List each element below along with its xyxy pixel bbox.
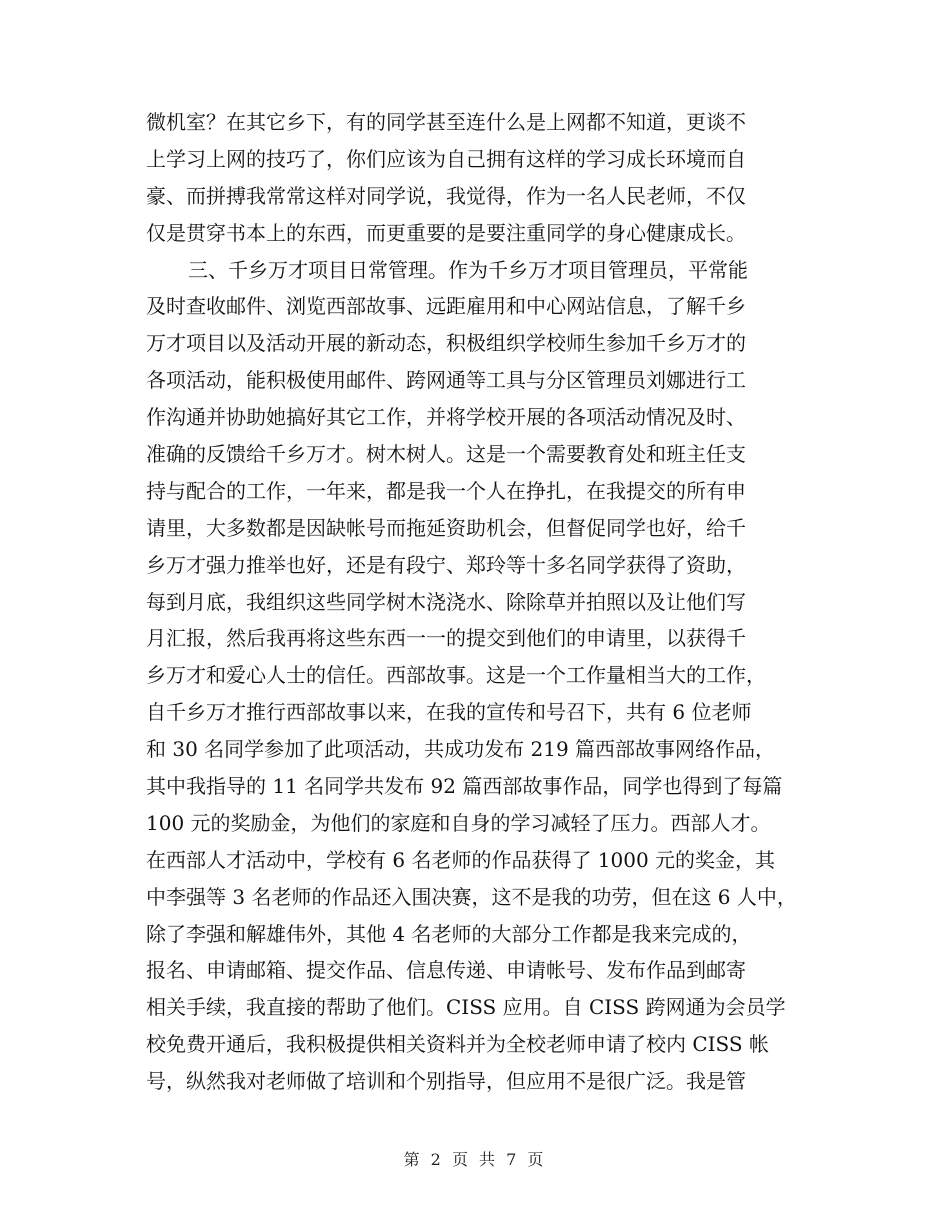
text-line: 作沟通并协助她搞好其它工作，并将学校开展的各项活动情况及时、 [146, 405, 746, 430]
text-line: 万才项目以及活动开展的新动态，积极组织学校师生参加千乡万才的 [146, 331, 746, 356]
text-line: 持与配合的工作，一年来，都是我一个人在挣扎，在我提交的所有申 [146, 478, 746, 503]
text-line: 准确的反馈给千乡万才。树木树人。这是一个需要教育处和班主任支 [146, 442, 746, 467]
text-line: 100 元的奖励金，为他们的家庭和自身的学习减轻了压力。西部人才。 [146, 810, 771, 835]
text-line: 除了李强和解雄伟外，其他 4 名老师的大部分工作都是我来完成的， [146, 921, 752, 946]
text-line: 月汇报，然后我再将这些东西一一的提交到他们的申请里，以获得千 [146, 626, 746, 651]
text-line: 中李强等 3 名老师的作品还入围决赛，这不是我的功劳，但在这 6 人中， [146, 884, 797, 909]
text-line: 豪、而拼搏我常常这样对同学说，我觉得，作为一名人民老师，不仅 [146, 183, 746, 208]
text-line: 其中我指导的 11 名同学共发布 92 篇西部故事作品，同学也得到了每篇 [146, 774, 783, 799]
document-body [146, 104, 836, 1100]
text-line: 乡万才强力推举也好，还是有段宁、郑玲等十多名同学获得了资助， [146, 552, 746, 577]
text-line: 请里，大多数都是因缺帐号而拖延资助机会，但督促同学也好，给千 [146, 515, 746, 540]
paragraph-start-line: 三、千乡万才项目日常管理。作为千乡万才项目管理员，平常能 [188, 257, 748, 282]
text-line: 校免费开通后，我积极提供相关资料并为全校老师申请了校内 CISS 帐 [146, 1032, 769, 1057]
text-line: 乡万才和爱心人士的信任。西部故事。这是一个工作量相当大的工作， [146, 663, 766, 688]
page-footer: 第 2 页 共 7 页 [403, 1150, 547, 1169]
text-line: 及时查收邮件、浏览西部故事、远距雇用和中心网站信息，了解千乡 [146, 294, 746, 319]
text-line: 微机室？在其它乡下，有的同学甚至连什么是上网都不知道，更谈不 [146, 110, 746, 134]
text-line: 号，纵然我对老师做了培训和个别指导，但应用不是很广泛。我是管 [146, 1069, 746, 1094]
text-line: 自千乡万才推行西部故事以来，在我的宣传和号召下，共有 6 位老师 [146, 700, 752, 725]
text-line: 每到月底，我组织这些同学树木浇浇水、除除草并拍照以及让他们写 [146, 589, 746, 614]
text-line: 仅是贯穿书本上的东西，而更重要的是要注重同学的身心健康成长。 [146, 220, 746, 245]
text-line: 和 30 名同学参加了此项活动，共成功发布 219 篇西部故事网络作品， [146, 737, 776, 762]
text-line: 相关手续，我直接的帮助了他们。CISS 应用。自 CISS 跨网通为会员学 [146, 995, 786, 1020]
text-line: 各项活动，能积极使用邮件、跨网通等工具与分区管理员刘娜进行工 [146, 368, 746, 393]
text-line: 上学习上网的技巧了，你们应该为自己拥有这样的学习成长环境而自 [146, 146, 746, 171]
text-line: 在西部人才活动中，学校有 6 名老师的作品获得了 1000 元的奖金，其 [146, 847, 776, 872]
text-line: 报名、申请邮箱、提交作品、信息传递、申请帐号、发布作品到邮寄 [146, 958, 746, 983]
